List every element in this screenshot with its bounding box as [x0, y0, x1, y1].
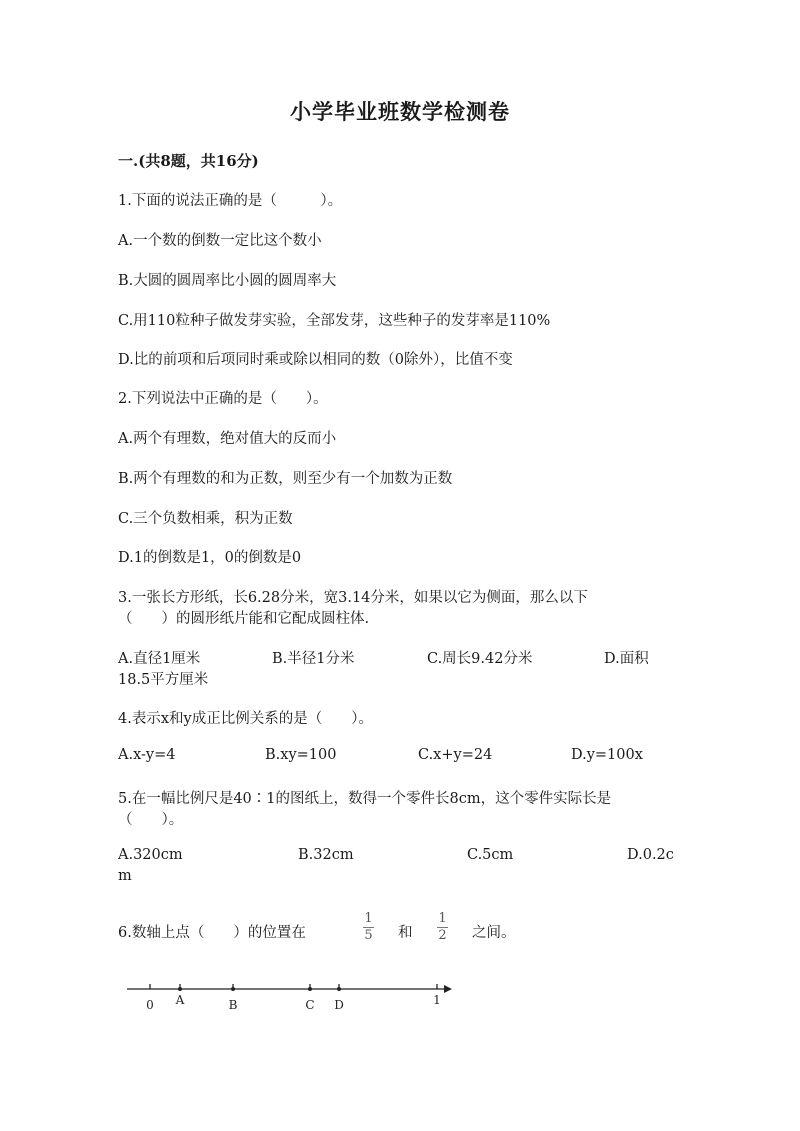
question-5-option-b: B.32cm [298, 847, 354, 863]
question-5-option-d: D.0.2c [627, 847, 674, 863]
question-4-stem: 4.表示x和y成正比例关系的是（ ）。 [118, 711, 373, 727]
question-2-option-c: C.三个负数相乘，积为正数 [118, 511, 293, 527]
question-5-option-c: C.5cm [467, 847, 514, 863]
question-2-stem: 2.下列说法中正确的是（ ）。 [118, 391, 328, 407]
number-line-point-a [178, 987, 182, 991]
fraction-1-numerator: 1 [364, 911, 373, 926]
question-1-option-b: B.大圆的圆周率比小圆的圆周率大 [118, 273, 337, 289]
question-5-option-a: A.320cm [118, 847, 183, 863]
number-line-point-b [231, 987, 235, 991]
question-5-option-d-wrap: m [118, 868, 132, 884]
question-3-option-c: C.周长9.42分米 [427, 651, 533, 667]
question-5-stem-line1: 5.在一幅比例尺是40∶1的图纸上，数得一个零件长8cm，这个零件实际长是 [118, 791, 612, 807]
question-6-stem-prefix: 6.数轴上点（ ）的位置在 [118, 925, 306, 941]
fraction-2-denominator: 2 [438, 928, 447, 943]
section-heading: 一.(共8题，共16分) [118, 152, 259, 170]
question-3-stem-line1: 3.一张长方形纸，长6.28分米，宽3.14分米，如果以它为侧面，那么以下 [118, 590, 588, 606]
question-4-option-d: D.y=100x [571, 747, 643, 763]
question-1-option-a: A.一个数的倒数一定比这个数小 [118, 233, 322, 249]
question-1-stem: 1.下面的说法正确的是（ ）。 [118, 193, 343, 209]
number-line-label-a: A [175, 993, 185, 1007]
number-line-point-c [308, 987, 312, 991]
question-2-option-d: D.1的倒数是1，0的倒数是0 [118, 550, 302, 566]
number-line-label-1: 1 [433, 993, 441, 1007]
question-2-option-a: A.两个有理数，绝对值大的反而小 [118, 431, 337, 447]
fraction-1-denominator: 5 [364, 928, 373, 943]
question-1-option-c: C.用110粒种子做发芽实验，全部发芽，这些种子的发芽率是110% [118, 313, 551, 329]
number-line-label-b: B [228, 998, 238, 1012]
question-6-stem-suffix: 之间。 [472, 925, 516, 941]
number-line-label-d: D [334, 998, 344, 1012]
question-1-option-d: D.比的前项和后项同时乘或除以相同的数（0除外），比值不变 [118, 352, 513, 368]
number-line-labels [146, 993, 441, 1012]
question-2-option-b: B.两个有理数的和为正数，则至少有一个加数为正数 [118, 471, 453, 487]
fraction-2-numerator: 1 [438, 911, 447, 926]
question-6-conjunction: 和 [398, 925, 413, 941]
number-line-label-c: C [305, 998, 315, 1012]
question-3-stem-line2: （ ）的圆形纸片能和它配成圆柱体. [118, 611, 370, 627]
number-line-arrow [444, 985, 452, 993]
question-3-option-b: B.半径1分米 [272, 651, 355, 667]
question-3-option-d: D.面积 [604, 651, 649, 667]
question-5-stem-line2: （ ）。 [118, 812, 184, 828]
number-line-ticks [150, 984, 437, 991]
question-3-option-a: A.直径1厘米 [118, 651, 201, 667]
question-4-option-a: A.x-y=4 [118, 747, 176, 763]
number-line-point-d [337, 987, 341, 991]
question-3-option-d-wrap: 18.5平方厘米 [118, 672, 209, 688]
number-line-label-0: 0 [146, 998, 154, 1012]
question-4-option-c: C.x+y=24 [418, 747, 493, 763]
question-4-option-b: B.xy=100 [265, 747, 337, 763]
page-title: 小学毕业班数学检测卷 [290, 99, 510, 124]
